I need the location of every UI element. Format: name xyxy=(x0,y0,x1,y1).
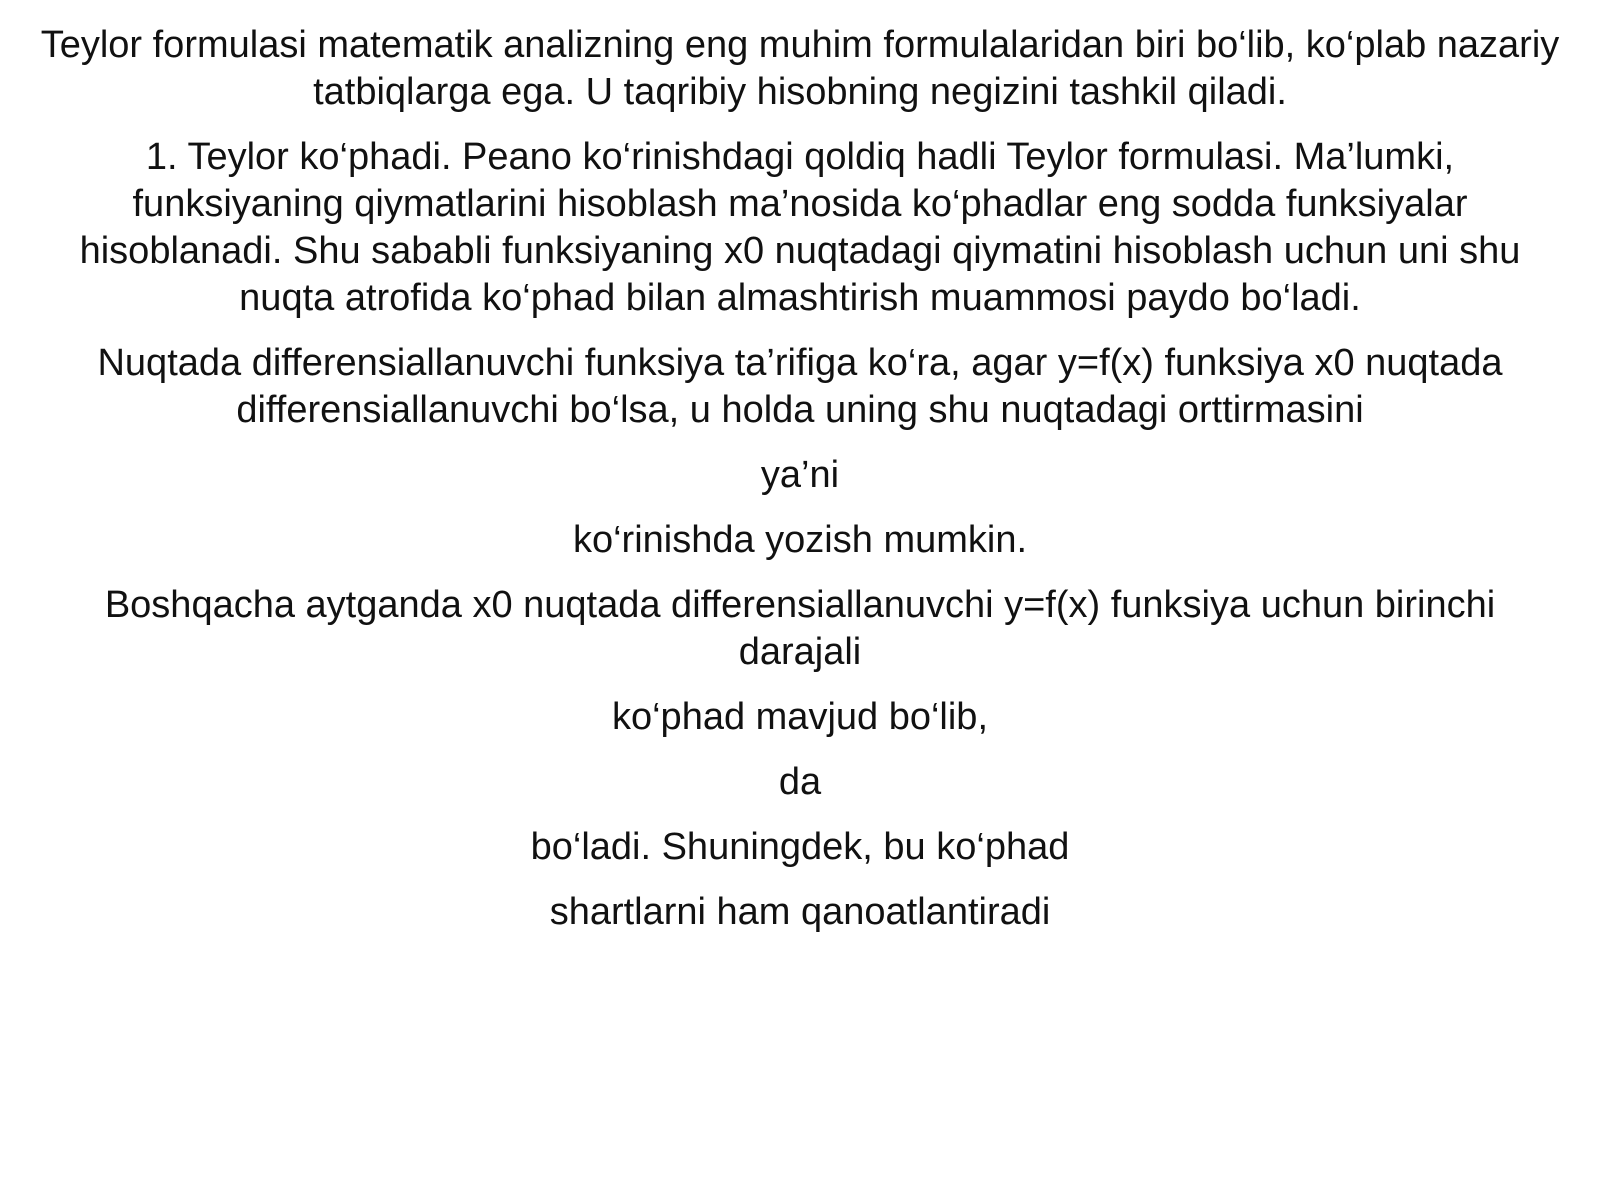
other-words-paragraph: Boshqacha aytganda x0 nuqtada differensiallanuvchi y=f(x) funksiya uchun birinchi darajali xyxy=(104,584,1496,673)
yani-line: ya’ni xyxy=(760,454,840,496)
da-line: da xyxy=(778,761,822,803)
definition-paragraph: Nuqtada differensiallanuvchi funksiya ta’rifiga ko‘ra, agar y=f(x) funksiya x0 nuqtada differensiallanuvchi bo‘lsa, u holda uning shu nuqtadagi orttirmasini xyxy=(97,342,1503,431)
boladi-line: bo‘ladi. Shuningdek, bu ko‘phad xyxy=(530,826,1070,868)
conditions-line: shartlarni ham qanoatlantiradi xyxy=(549,891,1051,933)
polynomial-exists-line: ko‘phad mavjud bo‘lib, xyxy=(611,696,988,738)
form-line: ko‘rinishda yozish mumkin. xyxy=(572,519,1028,561)
section-1-paragraph: 1. Teylor ko‘phadi. Peano ko‘rinishdagi qoldiq hadli Teylor formulasi. Ma’lumki, funksiyaning qiymatlarini hisoblash ma’nosida ko‘phadlar eng sodda funksiyalar hisoblanadi. Shu sababli funksiyaning x0 nuqtadagi qiymatini hisoblash uchun uni shu nuqta atrofida ko‘phad bilan almashtirish muammosi paydo bo‘ladi. xyxy=(79,136,1521,319)
intro-paragraph: Teylor formulasi matematik analizning eng muhim formulalaridan biri bo‘lib, ko‘plab nazariy tatbiqlarga ega. U taqribiy hisobning negizini tashkil qiladi. xyxy=(40,24,1560,113)
slide-text-body xyxy=(40,22,1560,954)
